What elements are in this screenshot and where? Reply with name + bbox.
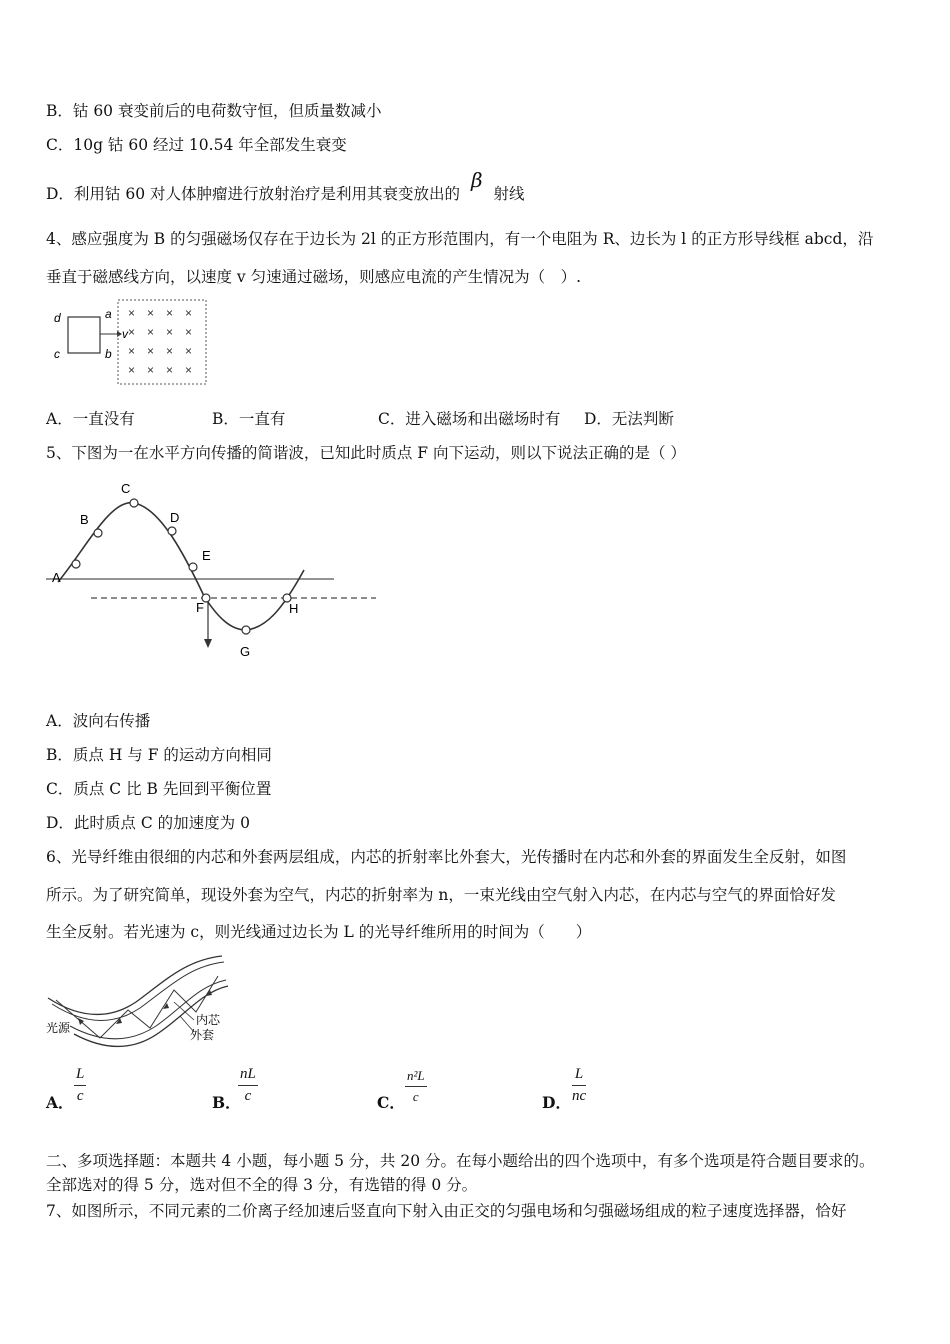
q5-stem: 5、下图为一在水平方向传播的简谐波，已知此时质点 F 向下运动，则以下说法正确的是（ ） [46, 444, 686, 462]
label-v: v [122, 327, 128, 341]
section2-line2: 全部选对的得 5 分，选对但不全的得 3 分，有选错的得 0 分。 [46, 1176, 478, 1194]
q3-option-d [46, 168, 525, 205]
label-b: B [80, 512, 89, 527]
fiber-outer-top [48, 956, 222, 1014]
q6-option-c-fraction [405, 1068, 427, 1105]
q5-option-b: B．质点 H 与 F 的运动方向相同 [46, 746, 272, 764]
q6-option-d-label: D． [542, 1093, 571, 1112]
q4-stem-line2: 垂直于磁感线方向，以速度 v 匀速通过磁场，则感应电流的产生情况为（ ）. [46, 268, 582, 286]
denominator: nc [572, 1088, 587, 1104]
q5-option-c: C．质点 C 比 B 先回到平衡位置 [46, 780, 272, 798]
q4-option-b: B．一直有 [212, 410, 286, 428]
label-e: E [202, 548, 211, 563]
cross: × [128, 363, 136, 377]
cross: × [147, 363, 155, 377]
q6-stem-line2: 所示。为了研究简单，现设外套为空气，内芯的折射率为 n，一束光线由空气射入内芯，在内芯与空气的界面恰好发 [46, 886, 836, 904]
q6-option-d-fraction [572, 1066, 586, 1105]
cross: × [166, 344, 174, 358]
point-b [94, 529, 102, 537]
q4-options [46, 408, 674, 430]
q6-option-c-label: C． [377, 1093, 405, 1112]
q6-option-b-label: B． [212, 1093, 241, 1112]
q4-figure [46, 296, 216, 388]
cross: × [128, 325, 136, 339]
field-crosses [128, 306, 192, 377]
label-d: D [170, 510, 180, 525]
q6-fiber-figure [46, 952, 236, 1056]
wire-frame [68, 317, 100, 353]
denominator: c [244, 1088, 252, 1104]
wave-curve [58, 503, 304, 630]
label-cladding: 外套 [190, 1028, 215, 1042]
label-c: c [54, 347, 60, 361]
cross: × [147, 344, 155, 358]
q4-option-c: C．进入磁场和出磁场时有 [378, 410, 561, 428]
cross: × [185, 363, 193, 377]
label-h: H [289, 601, 299, 616]
q6-option-b-fraction [238, 1066, 258, 1105]
denominator: c [412, 1089, 419, 1104]
q4-option-d: D．无法判断 [584, 410, 674, 428]
cross: × [147, 325, 155, 339]
point-a [72, 560, 80, 568]
cross: × [128, 344, 136, 358]
q4-option-a: A．一直没有 [46, 410, 135, 428]
label-c: C [121, 481, 131, 496]
cross: × [185, 306, 193, 320]
q6-stem-line1: 6、光导纤维由很细的内芯和外套两层组成，内芯的折射率比外套大，光传播时在内芯和外套的界面发生全反射，如图 [46, 848, 847, 866]
label-g: G [240, 644, 251, 659]
q6-option-a-label: A． [46, 1093, 74, 1112]
numerator: nL [238, 1066, 258, 1086]
numerator: n²L [405, 1068, 427, 1087]
q5-option-a: A．波向右传播 [46, 712, 151, 730]
q7-stem-line1: 7、如图所示，不同元素的二价离子经加速后竖直向下射入由正交的匀强电场和匀强磁场组成的粒子速度选择器，恰好 [46, 1202, 847, 1220]
label-core: 内芯 [196, 1013, 221, 1027]
q6-stem-line3: 生全反射。若光速为 c，则光线通过边长为 L 的光导纤维所用的时间为（ ） [46, 923, 592, 941]
point-e [189, 563, 197, 571]
cross: × [166, 363, 174, 377]
denominator: c [76, 1088, 84, 1104]
label-b: b [105, 347, 112, 361]
point-c [130, 499, 138, 507]
q4-stem-line1: 4、感应强度为 B 的匀强磁场仅存在于边长为 2l 的正方形范围内，有一个电阻为 R、边长为 l 的正方形导线框 abcd，沿 [46, 230, 874, 248]
numerator: L [74, 1066, 86, 1086]
f-motion-arrowhead [204, 639, 212, 648]
q6-option-a-fraction [74, 1066, 86, 1105]
beta-symbol: β [470, 168, 483, 192]
point-d [168, 527, 176, 535]
numerator: L [572, 1066, 586, 1086]
label-f: F [196, 600, 204, 615]
cross: × [185, 344, 193, 358]
cross: × [185, 325, 193, 339]
cross: × [166, 325, 174, 339]
label-a: A [52, 570, 61, 585]
cross: × [166, 306, 174, 320]
cross: × [147, 306, 155, 320]
point-g [242, 626, 250, 634]
label-light-source: 光源 [46, 1021, 71, 1035]
q3-option-d-text: D．利用钴 60 对人体肿瘤进行放射治疗是利用其衰变放出的 [46, 185, 461, 203]
q3-option-c: C．10g 钴 60 经过 10.54 年全部发生衰变 [46, 136, 347, 154]
q5-option-d: D．此时质点 C 的加速度为 0 [46, 814, 250, 832]
label-a: a [105, 307, 112, 321]
section2-line1: 二、多项选择题：本题共 4 小题，每小题 5 分，共 20 分。在每小题给出的四个选项中，有多个选项是符合题目要求的。 [46, 1152, 875, 1170]
q5-wave-figure [46, 478, 376, 664]
q3-option-b: B．钴 60 衰变前后的电荷数守恒，但质量数减小 [46, 102, 382, 120]
q3-option-d-suffix: 射线 [493, 185, 525, 203]
label-d: d [54, 311, 61, 325]
cross: × [128, 306, 136, 320]
core-pointer [174, 1002, 194, 1020]
